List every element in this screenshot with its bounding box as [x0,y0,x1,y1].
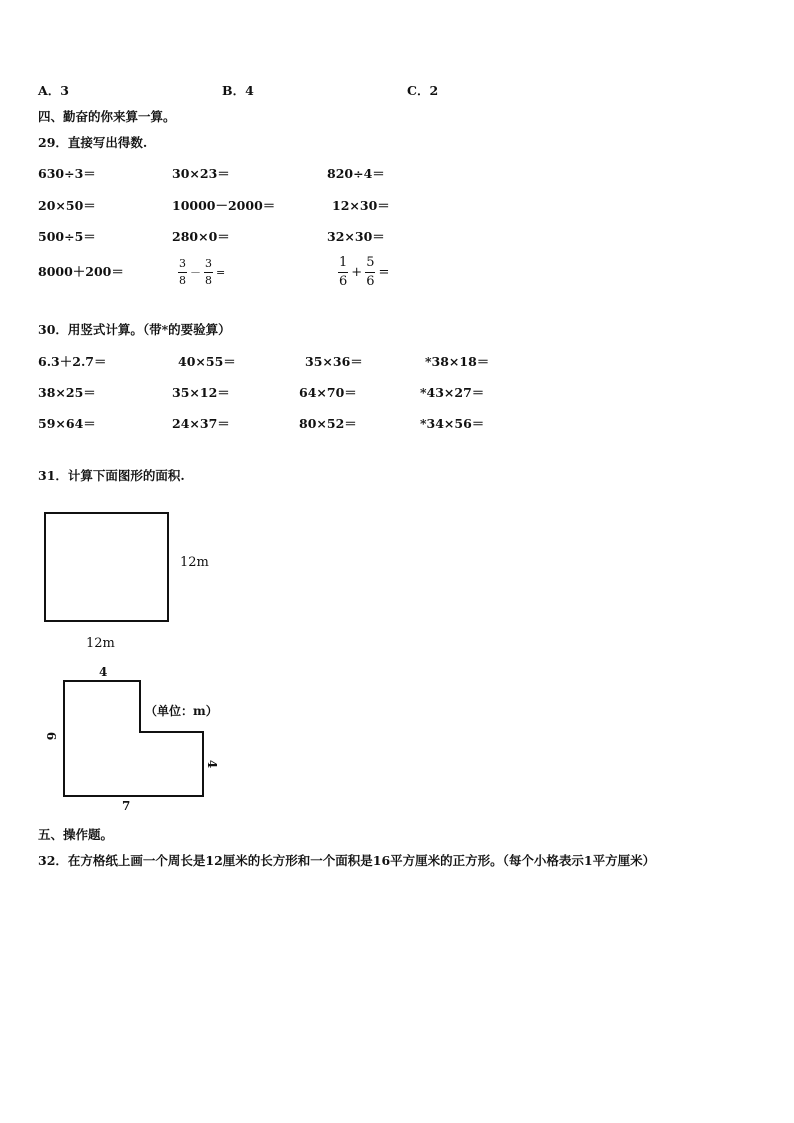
operator: + [351,264,363,280]
q30-label: 30．用竖式计算。（带*的要验算） [38,322,231,337]
q29-r3-c1: 500÷5＝ [38,229,96,244]
q29-r2-c2: 10000－2000＝ [172,198,276,213]
denominator: 8 [205,273,212,287]
lshape-right-label: 4 [205,759,220,769]
q32-text: 32．在方格纸上画一个周长是12厘米的长方形和一个面积是16平方厘米的正方形。（每个小格表示1平方厘米） [38,853,656,868]
section5-title: 五、操作题。 [38,827,114,842]
lshape-unit-note: （单位：m） [145,704,218,718]
q29-label: 29．直接写出得数. [38,135,148,150]
numerator: 5 [365,256,375,273]
option-b: B．4 [222,83,254,98]
q30-r3-c1: 59×64＝ [38,416,96,431]
q30-r1-c2: 40×55＝ [178,354,236,369]
denominator: 6 [366,273,375,289]
q29-r1-c3: 820÷4＝ [327,166,385,181]
denominator: 6 [339,273,348,289]
square-side-right-label: 12m [180,555,209,570]
numerator: 3 [204,258,213,273]
section4-title: 四、勤奋的你来算一算。 [38,109,176,124]
denominator: 8 [179,273,186,287]
q29-r3-c3: 32×30＝ [327,229,385,244]
lshape-top-label: 4 [99,665,108,679]
q29-r1-c2: 30×23＝ [172,166,230,181]
numerator: 1 [338,256,348,273]
q30-r1-c3: 35×36＝ [305,354,363,369]
square-figure [45,513,168,621]
l-shape-figure [64,681,203,796]
equals-sign: = [216,265,226,279]
equals-sign: = [378,264,390,280]
q29-r2-c1: 20×50＝ [38,198,96,213]
lshape-bottom-label: 7 [122,799,131,813]
lshape-left-label: 6 [44,731,59,741]
q30-r1-c1: 6.3＋2.7＝ [38,354,107,369]
q30-r3-c4: *34×56＝ [420,416,485,431]
q30-r3-c2: 24×37＝ [172,416,230,431]
q29-r4-c1: 8000＋200＝ [38,264,124,279]
q30-r1-c4: *38×18＝ [425,354,490,369]
q30-r3-c3: 80×52＝ [299,416,357,431]
q29-r1-c1: 630÷3＝ [38,166,96,181]
option-c: C．2 [407,83,439,98]
q29-r3-c2: 280×0＝ [172,229,230,244]
square-side-bottom-label: 12m [86,636,115,651]
numerator: 3 [178,258,187,273]
q30-r2-c1: 38×25＝ [38,385,96,400]
q29-r2-c3: 12×30＝ [332,198,390,213]
option-a: A．3 [38,83,69,98]
operator: － [190,266,201,280]
q30-r2-c2: 35×12＝ [172,385,230,400]
q30-r2-c4: *43×27＝ [420,385,485,400]
q30-r2-c3: 64×70＝ [299,385,357,400]
q31-label: 31．计算下面图形的面积. [38,468,185,483]
